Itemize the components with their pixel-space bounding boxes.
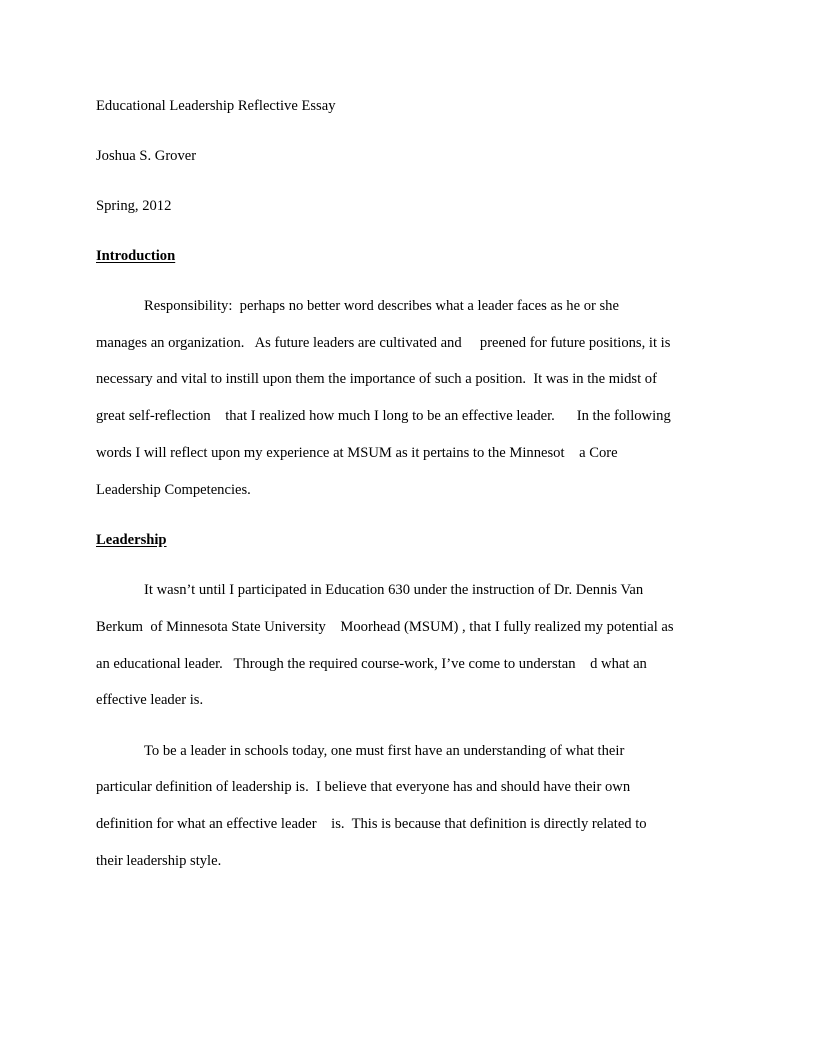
paragraph-line: To be a leader in schools today, one must first have an understanding of what their: [144, 743, 625, 759]
paragraph-line: words I will reflect upon my experience at MSUM as it pertains to the Minnesot a Core: [96, 445, 618, 461]
paragraph-line: an educational leader. Through the required course-work, I’ve come to understan d what an: [96, 656, 647, 672]
paragraph-line: their leadership style.: [96, 853, 222, 869]
paragraph-line: Responsibility: perhaps no better word describes what a leader faces as he or she: [144, 298, 619, 314]
paragraph-line: particular definition of leadership is. I believe that everyone has and should have their own: [96, 779, 631, 795]
paragraph-line: definition for what an effective leader is. This is because that definition is directly related to: [96, 816, 647, 832]
paragraph-line: It wasn’t until I participated in Education 630 under the instruction of Dr. Dennis Van: [144, 582, 644, 598]
section-heading-leadership: Leadership: [96, 532, 167, 548]
paragraph-line: Leadership Competencies.: [96, 482, 251, 498]
paragraph-line: great self-reflection that I realized how much I long to be an effective leader. In the following: [96, 408, 671, 424]
paragraph-line: Berkum of Minnesota State University Moorhead (MSUM) , that I fully realized my potential as: [96, 619, 674, 635]
section-heading-introduction: Introduction: [96, 248, 176, 264]
document-author: Joshua S. Grover: [96, 148, 197, 164]
paragraph-line: effective leader is.: [96, 692, 204, 708]
paragraph-line: necessary and vital to instill upon them the importance of such a position. It was in the midst of: [96, 371, 657, 387]
paragraph-line: manages an organization. As future leaders are cultivated and preened for future positions, it is: [96, 335, 671, 351]
document-title: Educational Leadership Reflective Essay: [96, 98, 336, 114]
document-date: Spring, 2012: [96, 198, 172, 214]
